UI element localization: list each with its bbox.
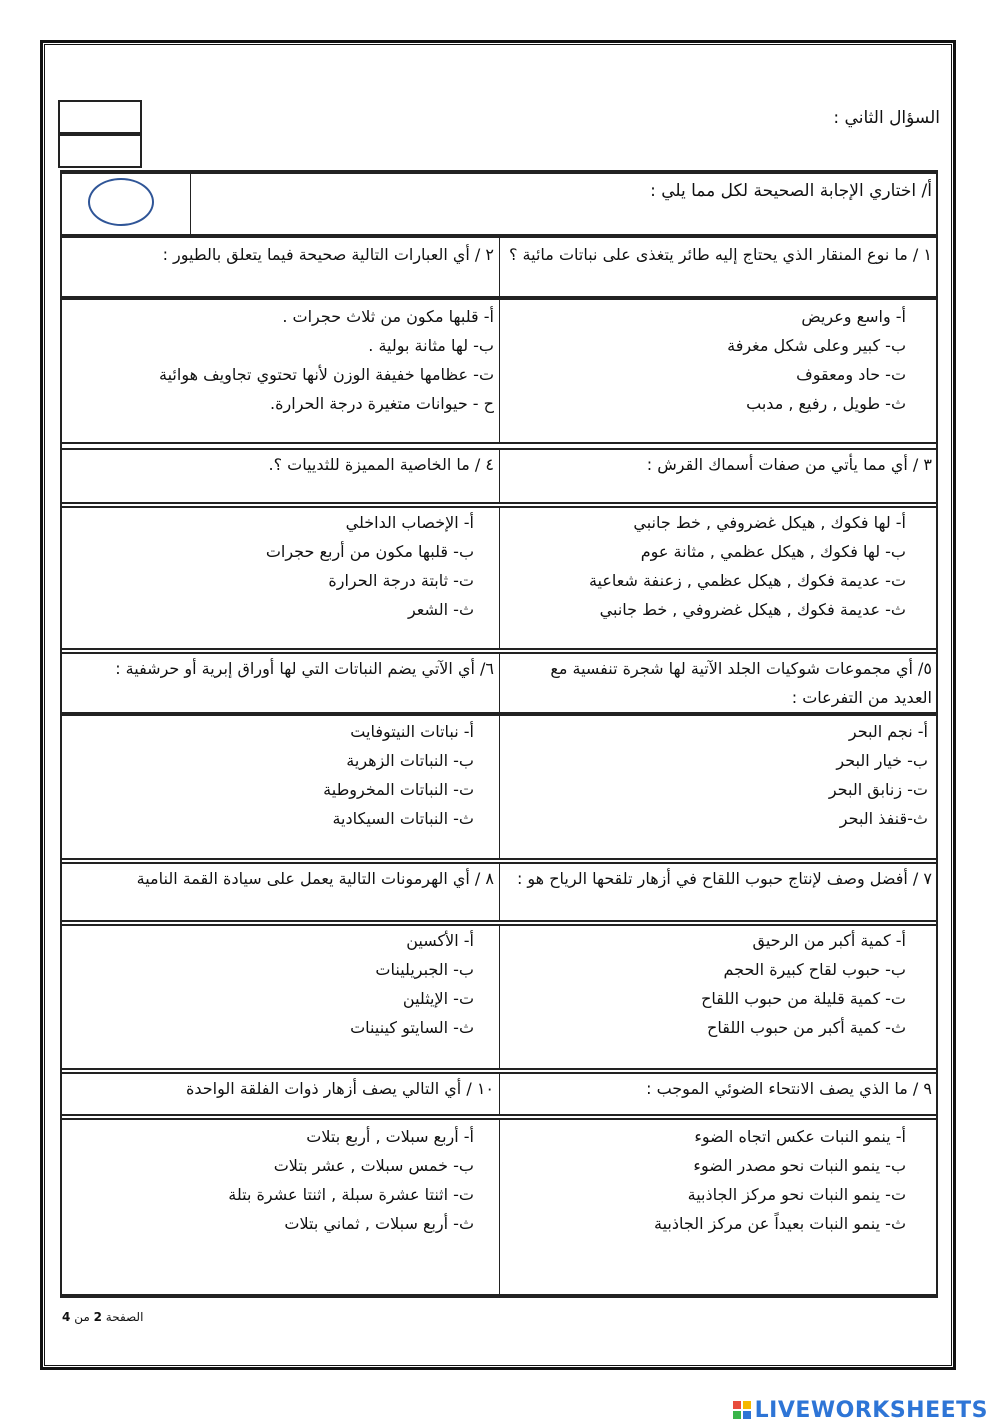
question-3: ٣ / أي مما يأتي من صفات أسماك القرش : — [646, 455, 932, 474]
question-8: ٨ / أي الهرمونات التالية يعمل على سيادة القمة النامية — [136, 869, 494, 888]
question-9: ٩ / ما الذي يصف الانتحاء الضوئي الموجب : — [646, 1079, 932, 1098]
question-2: ٢ / أي العبارات التالية صحيحة فيما يتعلق بالطيور : — [162, 245, 494, 264]
option-q10-a[interactable]: أ- أربع سبلات , أربع بتلات — [306, 1127, 474, 1146]
question-10: ١٠ / أي التالي يصف أزهار ذوات الفلقة الواحدة — [185, 1079, 494, 1098]
option-q5-a[interactable]: أ- نجم البحر — [848, 722, 928, 741]
option-q8-b[interactable]: ب- الجبريلينات — [375, 960, 474, 979]
option-q4-a[interactable]: أ- الإخصاب الداخلي — [345, 513, 474, 532]
option-q5-d[interactable]: ث-قنفذ البحر — [839, 809, 928, 828]
option-q7-d[interactable]: ث- كمية أكبر من حبوب اللقاح — [707, 1018, 906, 1037]
option-q1-c[interactable]: ت- حاد ومعقوف — [796, 365, 906, 384]
option-q8-d[interactable]: ث- السايتو كينينات — [350, 1018, 474, 1037]
question-6: ٦/ أي الآتي يضم النباتات التي لها أوراق إبرية أو حرشفية : — [115, 659, 494, 678]
option-q9-b[interactable]: ب- ينمو النبات نحو مصدر الضوء — [693, 1156, 906, 1175]
option-q4-b[interactable]: ب- قلبها مكون من أربع حجرات — [265, 542, 474, 561]
question-title: السؤال الثاني : — [833, 108, 940, 128]
option-q8-a[interactable]: أ- الأكسين — [406, 931, 474, 950]
score-circle[interactable] — [88, 178, 154, 226]
option-q5-c[interactable]: ت- زنابق البحر — [828, 780, 928, 799]
option-q3-d[interactable]: ث- عديمة فكوك , هيكل غضروفي , خط جانبي — [599, 600, 906, 619]
footer-prefix: الصفحة — [105, 1310, 144, 1324]
option-q1-a[interactable]: أ- واسع وعريض — [801, 307, 906, 326]
score-box-top[interactable] — [58, 100, 142, 134]
option-q8-c[interactable]: ت- الإيثلين — [402, 989, 474, 1008]
option-q1-b[interactable]: ب- كبير وعلى شكل مغرفة — [727, 336, 906, 355]
page-footer — [62, 1310, 143, 1324]
option-q3-a[interactable]: أ- لها فكوك , هيكل غضروفي , خط جانبي — [633, 513, 906, 532]
option-q7-b[interactable]: ب- حبوب لقاح كبيرة الحجم — [723, 960, 906, 979]
option-q2-d[interactable]: ح - حيوانات متغيرة درجة الحرارة. — [270, 394, 494, 413]
instruction-text: أ/ اختاري الإجابة الصحيحة لكل مما يلي : — [650, 181, 932, 201]
option-q6-a[interactable]: أ- نباتات النيتوفايت — [350, 722, 474, 741]
option-q6-d[interactable]: ث- النباتات السيكادية — [332, 809, 474, 828]
option-q2-b[interactable]: ب- لها مثانة بولية . — [368, 336, 494, 355]
footer-total: 4 — [62, 1310, 71, 1324]
option-q2-a[interactable]: أ- قلبها مكون من ثلاث حجرات . — [282, 307, 494, 326]
question-1: ١ / ما نوع المنقار الذي يحتاج إليه طائر يتغذى على نباتات مائية ؟ — [508, 245, 932, 264]
option-q5-b[interactable]: ب- خيار البحر — [836, 751, 928, 770]
option-q6-c[interactable]: ت- النباتات المخروطية — [323, 780, 474, 799]
footer-of: من — [74, 1310, 90, 1324]
option-q10-d[interactable]: ث- أربع سبلات , ثماني بتلات — [284, 1214, 474, 1233]
option-q6-b[interactable]: ب- النباتات الزهرية — [346, 751, 474, 770]
option-q9-a[interactable]: أ- ينمو النبات عكس اتجاه الضوء — [694, 1127, 906, 1146]
liveworksheets-logo-icon — [733, 1401, 751, 1419]
option-q3-b[interactable]: ب- لها فكوك , هيكل عظمي , مثانة عوم — [640, 542, 906, 561]
footer-page: 2 — [93, 1310, 102, 1324]
option-q3-c[interactable]: ت- عديمة فكوك , هيكل عظمي , زعنفة شعاعية — [588, 571, 906, 590]
instruction-divider — [190, 172, 191, 236]
score-box-bottom[interactable] — [58, 134, 142, 168]
option-q10-c[interactable]: ت- اثنتا عشرة سبلة , اثنتا عشرة بتلة — [228, 1185, 474, 1204]
liveworksheets-brand — [733, 1396, 988, 1424]
option-q4-c[interactable]: ت- ثابتة درجة الحرارة — [328, 571, 474, 590]
option-q1-d[interactable]: ث- طويل , رفيع , مدبب — [746, 394, 906, 413]
option-q4-d[interactable]: ث- الشعر — [407, 600, 474, 619]
option-q7-c[interactable]: ت- كمية قليلة من حبوب اللقاح — [701, 989, 906, 1008]
option-q9-d[interactable]: ث- ينمو النبات بعيداً عن مركز الجاذبية — [654, 1214, 906, 1233]
option-q2-c[interactable]: ت- عظامها خفيفة الوزن لأنها تحتوي تجاويف هوائية — [159, 365, 494, 384]
question-7: ٧ / أفضل وصف لإنتاج حبوب اللقاح في أزهار تلقحها الرياح هو : — [516, 869, 932, 888]
option-q7-a[interactable]: أ- كمية أكبر من الرحيق — [752, 931, 906, 950]
option-q10-b[interactable]: ب- خمس سبلات , عشر بتلات — [273, 1156, 474, 1175]
brand-text: LIVEWORKSHEETS — [754, 1397, 988, 1423]
option-q9-c[interactable]: ت- ينمو النبات نحو مركز الجاذبية — [687, 1185, 906, 1204]
question-5: ٥/ أي مجموعات شوكيات الجلد الآتية لها شجرة تنفسية مع العديد من التفرعات : — [550, 659, 932, 707]
question-4: ٤ / ما الخاصية المميزة للثدييات ؟. — [268, 455, 494, 474]
